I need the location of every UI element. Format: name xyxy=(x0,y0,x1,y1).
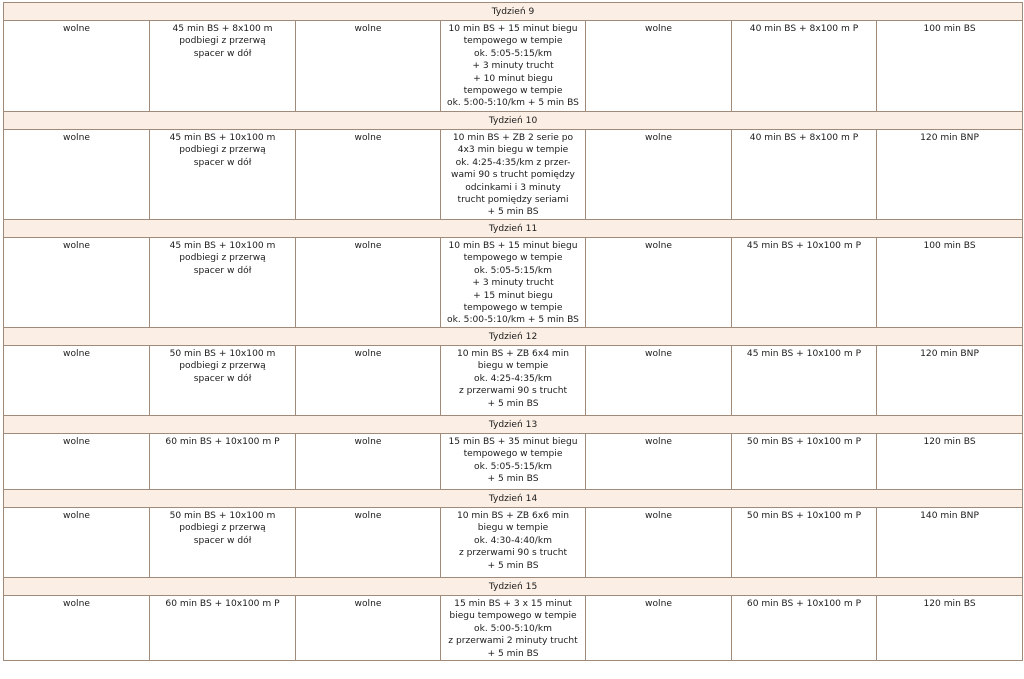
day-6-cell: 50 min BS + 10x100 m P xyxy=(732,508,877,578)
day-7-cell: 120 min BNP xyxy=(877,346,1023,416)
week-header-row xyxy=(4,112,1023,130)
day-6-cell: 45 min BS + 10x100 m P xyxy=(732,346,877,416)
day-4-cell: 10 min BS + ZB 6x6 min biegu w tempie ok. 4:30-4:40/km z przerwami 90 s trucht + 5 min BS xyxy=(441,508,586,578)
day-2-cell: 45 min BS + 10x100 m podbiegi z przerwą spacer w dół xyxy=(150,130,296,220)
day-5-cell: wolne xyxy=(586,434,732,490)
week-days-row xyxy=(4,596,1023,661)
day-6-cell: 45 min BS + 10x100 m P xyxy=(732,238,877,328)
day-2-cell: 60 min BS + 10x100 m P xyxy=(150,434,296,490)
training-plan-body xyxy=(4,3,1023,661)
day-2-cell: 50 min BS + 10x100 m podbiegi z przerwą spacer w dół xyxy=(150,508,296,578)
day-4-cell: 15 min BS + 3 x 15 minut biegu tempowego w tempie ok. 5:00-5:10/km z przerwami 2 minuty trucht + 5 min BS xyxy=(441,596,586,661)
day-4-cell: 10 min BS + 15 minut biegu tempowego w tempie ok. 5:05-5:15/km + 3 minuty trucht + 15 minut biegu tempowego w tempie ok. 5:00-5:10/km + 5 min BS xyxy=(441,238,586,328)
training-plan-table xyxy=(3,2,1023,661)
day-3-cell: wolne xyxy=(296,130,441,220)
day-7-cell: 100 min BS xyxy=(877,21,1023,112)
day-2-cell: 45 min BS + 10x100 m podbiegi z przerwą spacer w dół xyxy=(150,238,296,328)
week-title: Tydzień 11 xyxy=(4,220,1023,238)
week-days-row xyxy=(4,508,1023,578)
day-6-cell: 40 min BS + 8x100 m P xyxy=(732,21,877,112)
day-4-cell: 10 min BS + ZB 2 serie po 4x3 min biegu w tempie ok. 4:25-4:35/km z przer- wami 90 s trucht pomiędzy odcinkami i 3 minuty trucht pomiędzy seriami + 5 min BS xyxy=(441,130,586,220)
day-7-cell: 120 min BS xyxy=(877,596,1023,661)
day-2-cell: 60 min BS + 10x100 m P xyxy=(150,596,296,661)
day-4-cell: 10 min BS + 15 minut biegu tempowego w tempie ok. 5:05-5:15/km + 3 minuty trucht + 10 minut biegu tempowego w tempie ok. 5:00-5:10/km + 5 min BS xyxy=(441,21,586,112)
day-5-cell: wolne xyxy=(586,238,732,328)
day-7-cell: 100 min BS xyxy=(877,238,1023,328)
day-7-cell: 140 min BNP xyxy=(877,508,1023,578)
week-title: Tydzień 9 xyxy=(4,3,1023,21)
day-7-cell: 120 min BNP xyxy=(877,130,1023,220)
week-header-row xyxy=(4,578,1023,596)
week-days-row xyxy=(4,21,1023,112)
day-2-cell: 50 min BS + 10x100 m podbiegi z przerwą spacer w dół xyxy=(150,346,296,416)
day-6-cell: 60 min BS + 10x100 m P xyxy=(732,596,877,661)
day-1-cell: wolne xyxy=(4,21,150,112)
day-5-cell: wolne xyxy=(586,596,732,661)
day-4-cell: 10 min BS + ZB 6x4 min biegu w tempie ok. 4:25-4:35/km z przerwami 90 s trucht + 5 min BS xyxy=(441,346,586,416)
day-3-cell: wolne xyxy=(296,346,441,416)
day-1-cell: wolne xyxy=(4,434,150,490)
day-5-cell: wolne xyxy=(586,346,732,416)
day-3-cell: wolne xyxy=(296,21,441,112)
week-days-row xyxy=(4,238,1023,328)
day-6-cell: 40 min BS + 8x100 m P xyxy=(732,130,877,220)
day-1-cell: wolne xyxy=(4,130,150,220)
day-3-cell: wolne xyxy=(296,596,441,661)
week-days-row xyxy=(4,434,1023,490)
week-header-row xyxy=(4,328,1023,346)
day-4-cell: 15 min BS + 35 minut biegu tempowego w tempie ok. 5:05-5:15/km + 5 min BS xyxy=(441,434,586,490)
day-1-cell: wolne xyxy=(4,238,150,328)
week-title: Tydzień 14 xyxy=(4,490,1023,508)
week-header-row xyxy=(4,3,1023,21)
week-title: Tydzień 13 xyxy=(4,416,1023,434)
day-6-cell: 50 min BS + 10x100 m P xyxy=(732,434,877,490)
week-days-row xyxy=(4,346,1023,416)
day-5-cell: wolne xyxy=(586,21,732,112)
week-title: Tydzień 15 xyxy=(4,578,1023,596)
day-1-cell: wolne xyxy=(4,508,150,578)
week-title: Tydzień 10 xyxy=(4,112,1023,130)
week-header-row xyxy=(4,220,1023,238)
week-title: Tydzień 12 xyxy=(4,328,1023,346)
day-1-cell: wolne xyxy=(4,596,150,661)
day-2-cell: 45 min BS + 8x100 m podbiegi z przerwą spacer w dół xyxy=(150,21,296,112)
day-5-cell: wolne xyxy=(586,508,732,578)
day-7-cell: 120 min BS xyxy=(877,434,1023,490)
week-header-row xyxy=(4,416,1023,434)
week-header-row xyxy=(4,490,1023,508)
day-1-cell: wolne xyxy=(4,346,150,416)
day-5-cell: wolne xyxy=(586,130,732,220)
week-days-row xyxy=(4,130,1023,220)
day-3-cell: wolne xyxy=(296,238,441,328)
day-3-cell: wolne xyxy=(296,434,441,490)
day-3-cell: wolne xyxy=(296,508,441,578)
